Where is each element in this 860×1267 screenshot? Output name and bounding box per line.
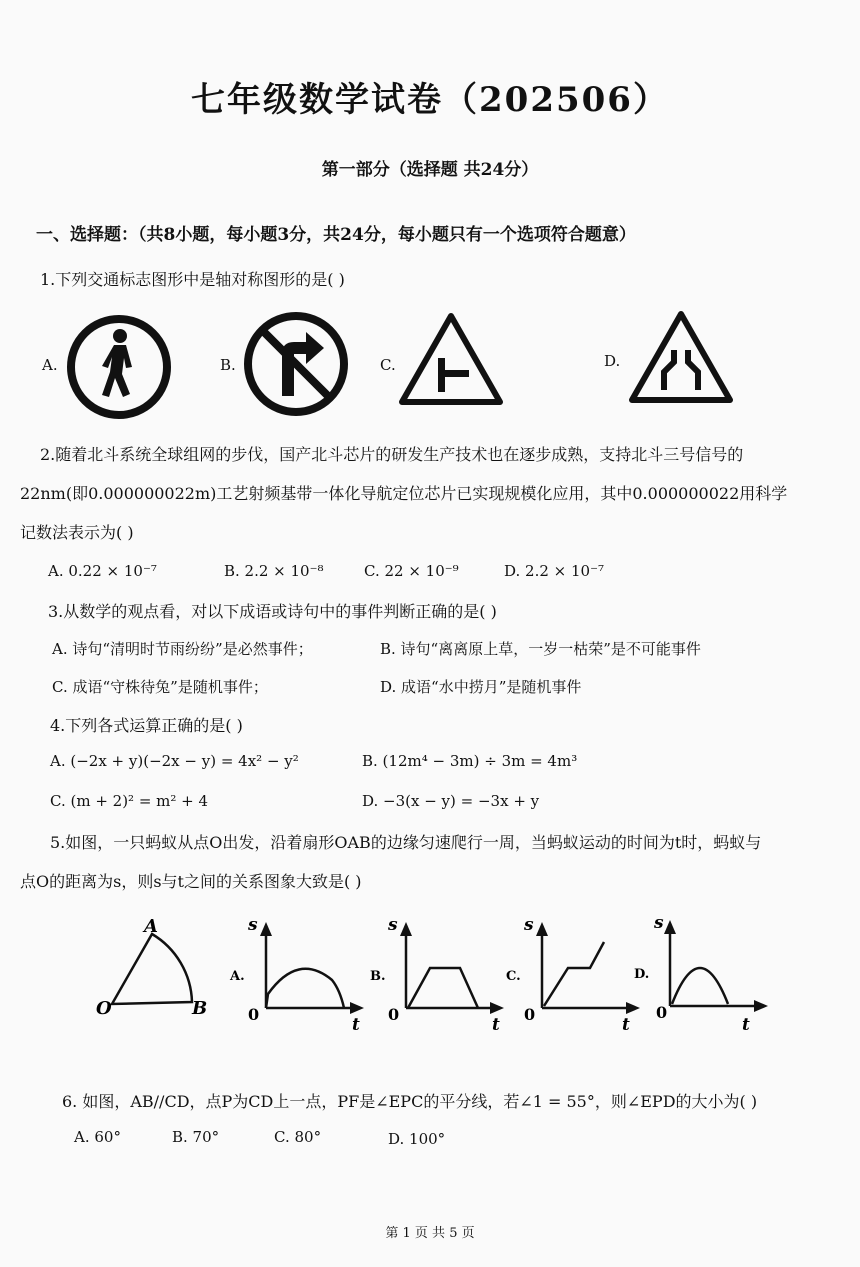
graph-b-origin: 0 (388, 1005, 400, 1024)
point-o-label: O (96, 998, 112, 1019)
q4-option-a: A. (−2x + y)(−2x − y) = 4x² − y² (50, 752, 299, 770)
graph-a-x-label: t (352, 1015, 360, 1034)
q3-option-a: A. 诗句“清明时节雨纷纷”是必然事件； (52, 640, 313, 658)
graph-option-a (228, 918, 368, 1034)
q2-option-c: C. 22 × 10⁻⁹ (364, 562, 459, 580)
q1-stem: 1.下列交通标志图形中是轴对称图形的是( ) (40, 270, 345, 289)
graph-a-origin: 0 (248, 1005, 260, 1024)
graph-d-origin: 0 (656, 1003, 668, 1022)
q4-option-c: C. (m + 2)² = m² + 4 (50, 792, 209, 810)
graph-c-label: C. (506, 969, 521, 984)
q1-label-a: A. (42, 356, 58, 374)
graph-b-y-label: s (388, 918, 398, 935)
graph-d-label: D. (634, 967, 650, 982)
graph-option-d (632, 912, 772, 1034)
graph-option-b (368, 918, 508, 1034)
part-heading: 第一部分（选择题 共24分） (321, 160, 539, 180)
page-title: 七年级数学试卷（202506） (191, 80, 669, 120)
q6-option-c: C. 80° (274, 1128, 322, 1146)
q6-option-a: A. 60° (74, 1128, 121, 1146)
graph-c-y-label: s (524, 915, 534, 935)
t-junction-sign-icon (396, 310, 506, 408)
q2-line1: 2.随着北斗系统全球组网的步伐，国产北斗芯片的研发生产技术也在逐步成熟，支持北斗三号信号的 (40, 445, 744, 464)
graph-c-origin: 0 (524, 1005, 536, 1024)
graph-b-x-label: t (492, 1015, 500, 1034)
q1-label-d: D. (604, 352, 621, 370)
graph-d-y-label: s (654, 913, 664, 933)
q3-option-d: D. 成语“水中捞月”是随机事件 (380, 678, 582, 696)
q6-option-b: B. 70° (172, 1128, 220, 1146)
point-a-label: A (144, 916, 158, 937)
q6-option-d: D. 100° (388, 1130, 446, 1148)
page-footer: 第 1 页 共 5 页 (385, 1226, 475, 1241)
point-b-label: B (192, 998, 208, 1019)
road-narrows-sign-icon (626, 308, 736, 406)
q1-label-c: C. (380, 356, 396, 374)
q2-option-d: D. 2.2 × 10⁻⁷ (504, 562, 605, 580)
q2-option-a: A. 0.22 × 10⁻⁷ (48, 562, 157, 580)
q4-option-b: B. (12m⁴ − 3m) ÷ 3m = 4m³ (362, 752, 578, 770)
q6-stem: 6. 如图，AB//CD，点P为CD上一点，PF是∠EPC的平分线，若∠1 = 55°，则∠EPD的大小为( ) (62, 1092, 758, 1111)
sector-oab-figure (92, 912, 214, 1022)
pedestrian-sign-icon (64, 312, 174, 422)
graph-a-y-label: s (248, 918, 258, 935)
q4-option-d: D. −3(x − y) = −3x + y (362, 792, 540, 810)
q3-stem: 3.从数学的观点看，对以下成语或诗句中的事件判断正确的是( ) (48, 602, 497, 621)
graph-a-label: A. (230, 969, 245, 984)
q5-line1: 5.如图，一只蚂蚁从点O出发，沿着扇形OAB的边缘匀速爬行一周，当蚂蚁运动的时间为t时，蚂蚁与 (50, 833, 762, 852)
q4-stem: 4.下列各式运算正确的是( ) (50, 716, 243, 735)
graph-option-c (504, 912, 644, 1034)
graph-b-label: B. (370, 969, 386, 984)
section-heading: 一、选择题：（共8小题，每小题3分，共24分，每小题只有一个选项符合题意） (36, 225, 636, 245)
q2-option-b: B. 2.2 × 10⁻⁸ (224, 562, 324, 580)
q3-option-c: C. 成语“守株待兔”是随机事件； (52, 678, 268, 696)
graph-d-x-label: t (742, 1015, 750, 1034)
q1-label-b: B. (220, 356, 236, 374)
q5-line2: 点O的距离为s，则s与t之间的关系图象大致是( ) (20, 872, 362, 891)
q3-option-b: B. 诗句“离离原上草，一岁一枯荣”是不可能事件 (380, 640, 701, 658)
no-right-turn-sign-icon (240, 308, 352, 420)
q2-line3: 记数法表示为( ) (20, 523, 134, 542)
q2-line2: 22nm(即0.000000022m)工艺射频基带一体化导航定位芯片已实现规模化应用，其中0.000000022用科学 (20, 484, 788, 503)
graph-c-x-label: t (622, 1015, 630, 1034)
